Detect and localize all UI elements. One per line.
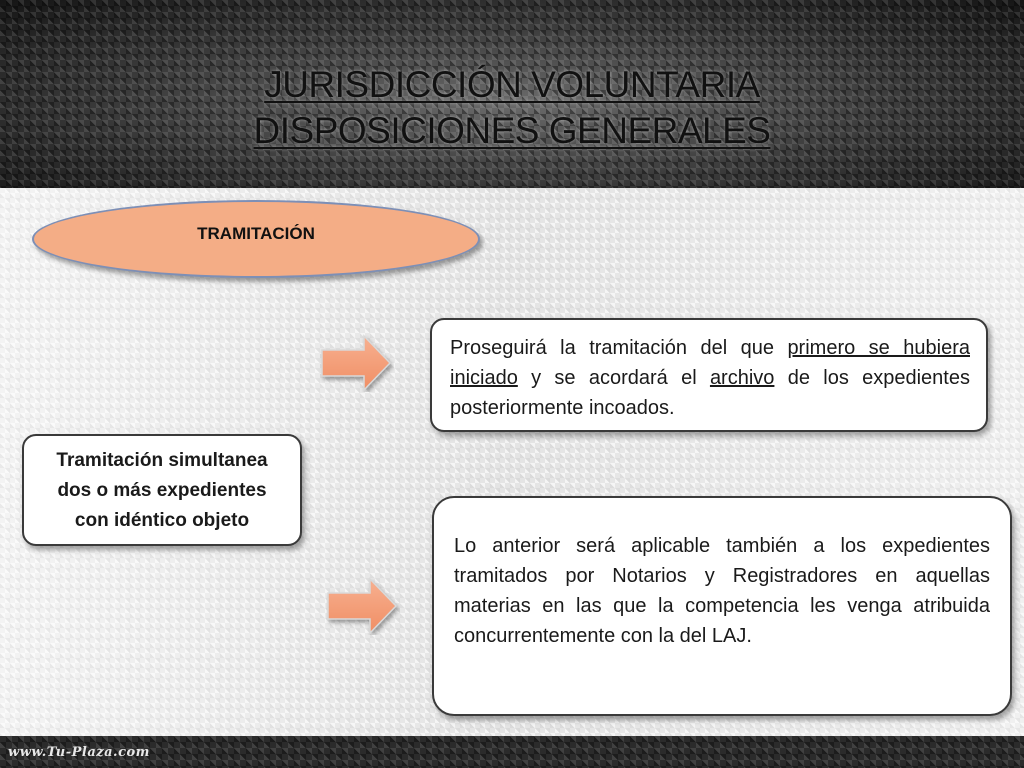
ellipse-label: TRAMITACIÓN bbox=[197, 224, 315, 243]
left-box-line-2: dos o más expedientes bbox=[57, 480, 267, 501]
title-line-1: JURISDICCIÓN VOLUNTARIA bbox=[264, 64, 760, 105]
top-box-text-1: Proseguirá la tramitación del que bbox=[450, 337, 788, 359]
left-box-line-3: con idéntico objeto bbox=[74, 510, 250, 531]
left-box-line-1: Tramitación simultanea bbox=[56, 450, 268, 471]
tramitacion-ellipse bbox=[32, 200, 480, 278]
bottom-box-text: Lo anterior será aplicable también a los expedientes tramitados por Notarios y Registradores en aquellas materias en las que la competencia les venga atribuida concurrentemente con la del LAJ. bbox=[454, 535, 990, 647]
continue-processing-box bbox=[430, 318, 988, 432]
arrow-right-icon bbox=[320, 334, 394, 392]
simultaneous-processing-box bbox=[22, 434, 302, 546]
top-box-text-2: y se acordará el bbox=[517, 367, 710, 389]
top-box-underlined-2: archivo bbox=[709, 367, 775, 389]
top-box-underlined-1: primero se hubiera iniciado bbox=[450, 337, 970, 389]
slide-header bbox=[0, 0, 1024, 188]
title-line-2: DISPOSICIONES GENERALES bbox=[253, 110, 771, 151]
top-box-text-3: de los expedientes posteriormente incoados. bbox=[450, 367, 970, 419]
slide-title bbox=[0, 62, 1024, 154]
arrow-right-icon bbox=[326, 577, 400, 635]
notaries-registrars-box bbox=[432, 496, 1012, 716]
watermark: www.Tu-Plaza.com bbox=[8, 745, 150, 760]
slide-footer bbox=[0, 736, 1024, 768]
